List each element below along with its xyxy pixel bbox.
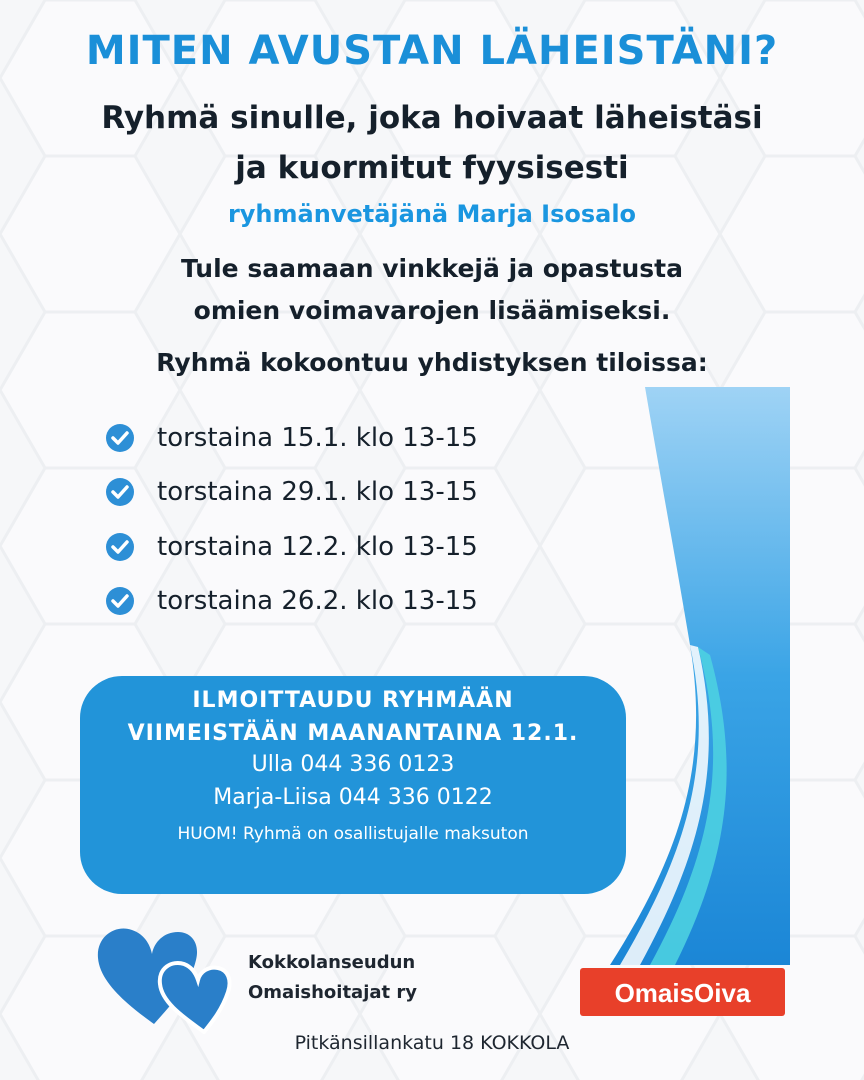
signup-line-1: ILMOITTAUDU RYHMÄÄN: [192, 688, 514, 713]
org-name-line-2: Omaishoitajat ry: [248, 982, 417, 1003]
subtitle-line-1: Ryhmä sinulle, joka hoivaat läheistäsi: [101, 100, 763, 136]
info-line-2: omien voimavarojen lisäämiseksi.: [193, 296, 671, 325]
date-item: [105, 472, 478, 512]
signup-line-2: VIIMEISTÄÄN MAANANTAINA 12.1.: [127, 721, 579, 746]
contact-ulla: Ulla 044 336 0123: [251, 752, 455, 777]
date-item: [105, 581, 478, 621]
subtitle-line-2: ja kuormitut fyysisesti: [235, 150, 629, 186]
org-name-line-1: Kokkolanseudun: [248, 952, 416, 973]
date-text: torstaina 12.2. klo 13-15: [157, 532, 478, 562]
check-circle-icon: [105, 532, 135, 562]
signup-note: HUOM! Ryhmä on osallistujalle maksuton: [177, 824, 529, 844]
contact-marja-liisa: Marja-Liisa 044 336 0122: [213, 785, 493, 810]
date-text: torstaina 26.2. klo 13-15: [157, 586, 478, 616]
check-circle-icon: [105, 477, 135, 507]
date-text: torstaina 15.1. klo 13-15: [157, 423, 478, 453]
address: Pitkänsillankatu 18 KOKKOLA: [294, 1032, 570, 1054]
check-circle-icon: [105, 586, 135, 616]
info-line-1: Tule saamaan vinkkejä ja opastusta: [180, 254, 683, 283]
page-title: MITEN AVUSTAN LÄHEISTÄNI?: [85, 28, 779, 74]
check-circle-icon: [105, 423, 135, 453]
hearts-logo-icon: [92, 922, 232, 1034]
location-line: Ryhmä kokoontuu yhdistyksen tiloissa:: [156, 348, 708, 377]
date-text: torstaina 29.1. klo 13-15: [157, 477, 478, 507]
blue-swoosh-decoration: [600, 385, 800, 965]
group-leader: ryhmänvetäjänä Marja Isosalo: [227, 200, 637, 228]
date-item: [105, 418, 478, 458]
omaisoiva-logo: OmaisOiva: [580, 968, 785, 1016]
date-item: [105, 527, 478, 567]
signup-box: [80, 676, 626, 894]
